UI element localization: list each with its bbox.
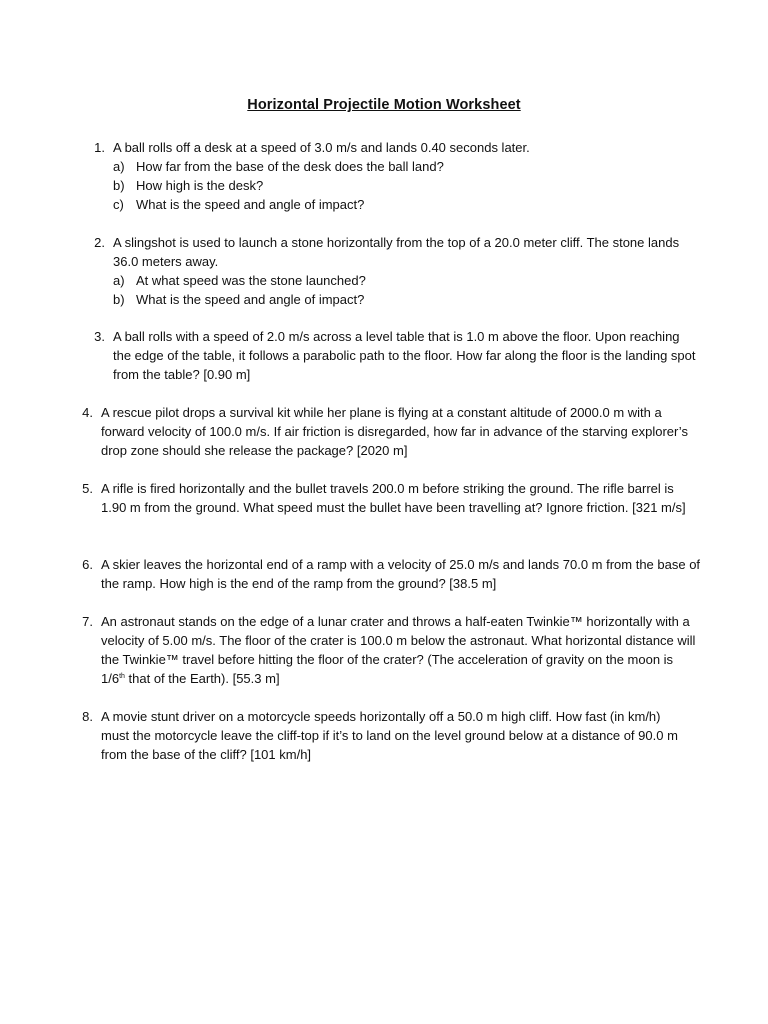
- question-text: [101, 612, 699, 688]
- ordinal-superscript: th: [119, 673, 125, 680]
- question-text: A skier leaves the horizontal end of a ramp with a velocity of 25.0 m/s and lands 70.0 m from the base of the ramp. How high is the end of the ramp from the ground? [38.5 m]: [101, 557, 701, 591]
- part-text: How far from the base of the desk does the ball land?: [136, 159, 444, 174]
- part-letter: b): [113, 292, 125, 307]
- part-letter: a): [113, 273, 125, 288]
- question-number: 3.: [94, 329, 105, 344]
- question-number: 1.: [94, 140, 105, 155]
- part-text: At what speed was the stone launched?: [136, 273, 366, 288]
- part-text: What is the speed and angle of impact?: [136, 197, 365, 212]
- question-text: A slingshot is used to launch a stone horizontally from the top of a 20.0 meter cliff. The stone lands 36.0 meters away.: [113, 235, 680, 269]
- question-text-main: An astronaut stands on the edge of a lunar crater and throws a half-eaten Twinkie™ horizontally with a velocity of 5.00 m/s. The floor of the crater is 100.0 m below the astronaut. What horizontal distance will the Twinkie™ travel before hitting the floor of the crater? (The acceleration of gravity on the moon is 1/6: [101, 614, 696, 686]
- question-text: A ball rolls off a desk at a speed of 3.0 m/s and lands 0.40 seconds later.: [113, 140, 530, 155]
- question-text: A movie stunt driver on a motorcycle speeds horizontally off a 50.0 m high cliff. How fast (in km/h) must the motorcycle leave the cliff-top if it’s to land on the level ground below at a distance of 90.0 m from the base of the cliff? [101 km/h]: [101, 709, 678, 762]
- question-number: 7.: [82, 614, 93, 629]
- question-text-end: that of the Earth). [55.3 m]: [124, 671, 280, 686]
- part-text: What is the speed and angle of impact?: [136, 292, 365, 307]
- question-text: A ball rolls with a speed of 2.0 m/s across a level table that is 1.0 m above the floor. Upon reaching the edge of the table, it follows a parabolic path to the floor. How far along the floor is the landing spot from the table? [0.90 m]: [113, 329, 696, 382]
- question-number: 8.: [82, 709, 93, 724]
- part-letter: c): [113, 197, 124, 212]
- part-text: How high is the desk?: [136, 178, 264, 193]
- question-text: A rifle is fired horizontally and the bullet travels 200.0 m before striking the ground. The rifle barrel is 1.90 m from the ground. What speed must the bullet have been travelling at? Ignore friction. [321 m/s]: [101, 481, 686, 515]
- part-letter: a): [113, 159, 125, 174]
- question-number: 4.: [82, 405, 93, 420]
- question-number: 2.: [94, 235, 105, 250]
- question-number: 5.: [82, 481, 93, 496]
- part-letter: b): [113, 178, 125, 193]
- question-number: 6.: [82, 557, 93, 572]
- page-title: Horizontal Projectile Motion Worksheet: [247, 97, 521, 113]
- question-text: A rescue pilot drops a survival kit while her plane is flying at a constant altitude of 2000.0 m with a forward velocity of 100.0 m/s. If air friction is disregarded, how far in advance of the starving explorer’s drop zone should she release the package? [2020 m]: [101, 405, 688, 458]
